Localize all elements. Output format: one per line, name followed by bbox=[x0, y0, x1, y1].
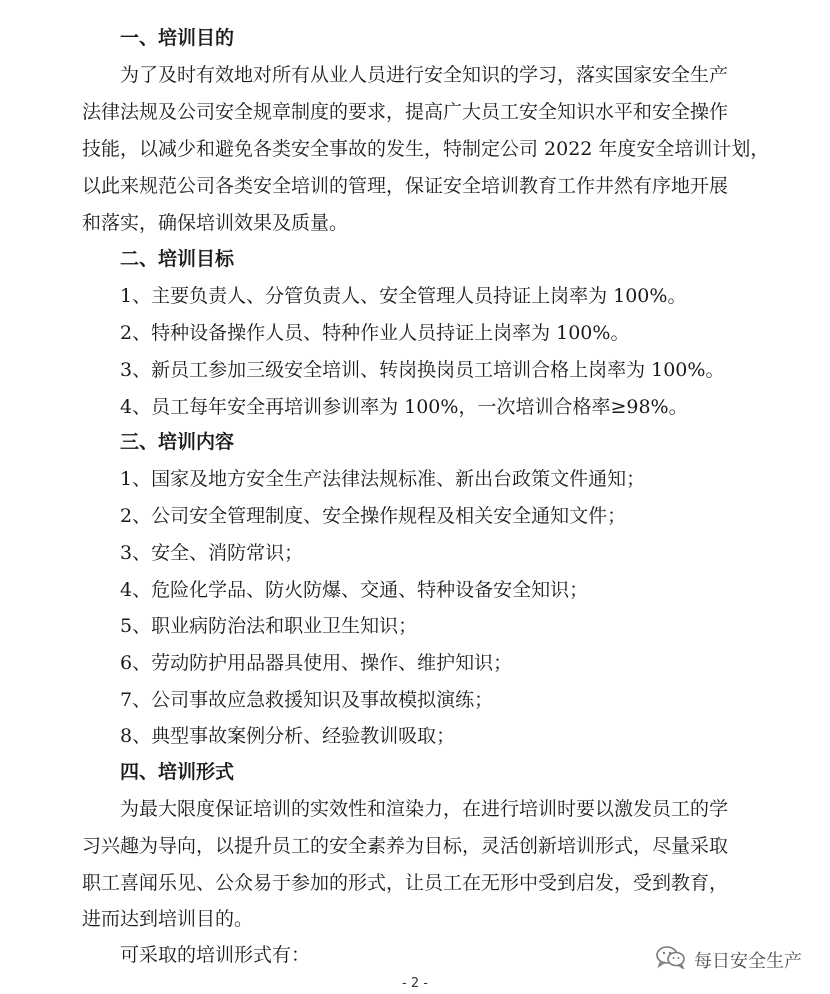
paragraph-line: 法律法规及公司安全规章制度的要求，提高广大员工安全知识水平和安全操作 bbox=[82, 101, 729, 123]
list-item: 8、典型事故案例分析、经验教训吸取； bbox=[120, 725, 456, 747]
list-item: 1、国家及地方安全生产法律法规标准、新出台政策文件通知； bbox=[120, 468, 646, 490]
paragraph-line: 进而达到培训目的。 bbox=[82, 908, 254, 930]
section-heading: 三、培训内容 bbox=[120, 431, 235, 453]
wechat-icon bbox=[656, 945, 686, 974]
list-item: 1、主要负责人、分管负责人、安全管理人员持证上岗率为 100%。 bbox=[120, 285, 687, 307]
section-heading: 一、培训目的 bbox=[120, 27, 235, 49]
paragraph-line: 和落实，确保培训效果及质量。 bbox=[82, 212, 349, 234]
list-item: 5、职业病防治法和职业卫生知识； bbox=[120, 615, 418, 637]
list-item: 3、新员工参加三级安全培训、转岗换岗员工培训合格上岗率为 100%。 bbox=[120, 359, 725, 381]
list-item: 3、安全、消防常识； bbox=[120, 542, 304, 564]
section-heading: 四、培训形式 bbox=[120, 761, 235, 783]
paragraph-line: 为最大限度保证培训的实效性和渲染力，在进行培训时要以激发员工的学 bbox=[120, 798, 729, 820]
paragraph-line: 为了及时有效地对所有从业人员进行安全知识的学习，落实国家安全生产 bbox=[120, 64, 729, 86]
list-item: 4、危险化学品、防火防爆、交通、特种设备安全知识； bbox=[120, 579, 589, 601]
watermark-text: 每日安全生产 bbox=[694, 950, 802, 972]
list-item: 2、公司安全管理制度、安全操作规程及相关安全通知文件； bbox=[120, 505, 627, 527]
paragraph-line: 技能，以减少和避免各类安全事故的发生，特制定公司 2022 年度安全培训计划， bbox=[82, 138, 770, 160]
paragraph-line: 可采取的培训形式有： bbox=[120, 944, 311, 966]
section-heading: 二、培训目标 bbox=[120, 248, 235, 270]
paragraph-line: 习兴趣为导向，以提升员工的安全素养为目标，灵活创新培训形式，尽量采取 bbox=[82, 835, 729, 857]
watermark bbox=[656, 945, 802, 974]
paragraph-line: 以此来规范公司各类安全培训的管理，保证安全培训教育工作井然有序地开展 bbox=[82, 175, 729, 197]
list-item: 6、劳动防护用品器具使用、操作、维护知识； bbox=[120, 652, 513, 674]
paragraph-line: 职工喜闻乐见、公众易于参加的形式，让员工在无形中受到启发，受到教育， bbox=[82, 872, 729, 894]
list-item: 2、特种设备操作人员、特种作业人员持证上岗率为 100%。 bbox=[120, 322, 630, 344]
list-item: 4、员工每年安全再培训参训率为 100%，一次培训合格率≥98%。 bbox=[120, 396, 688, 418]
page-number: - 2 - bbox=[402, 976, 428, 991]
list-item: 7、公司事故应急救援知识及事故模拟演练； bbox=[120, 689, 494, 711]
